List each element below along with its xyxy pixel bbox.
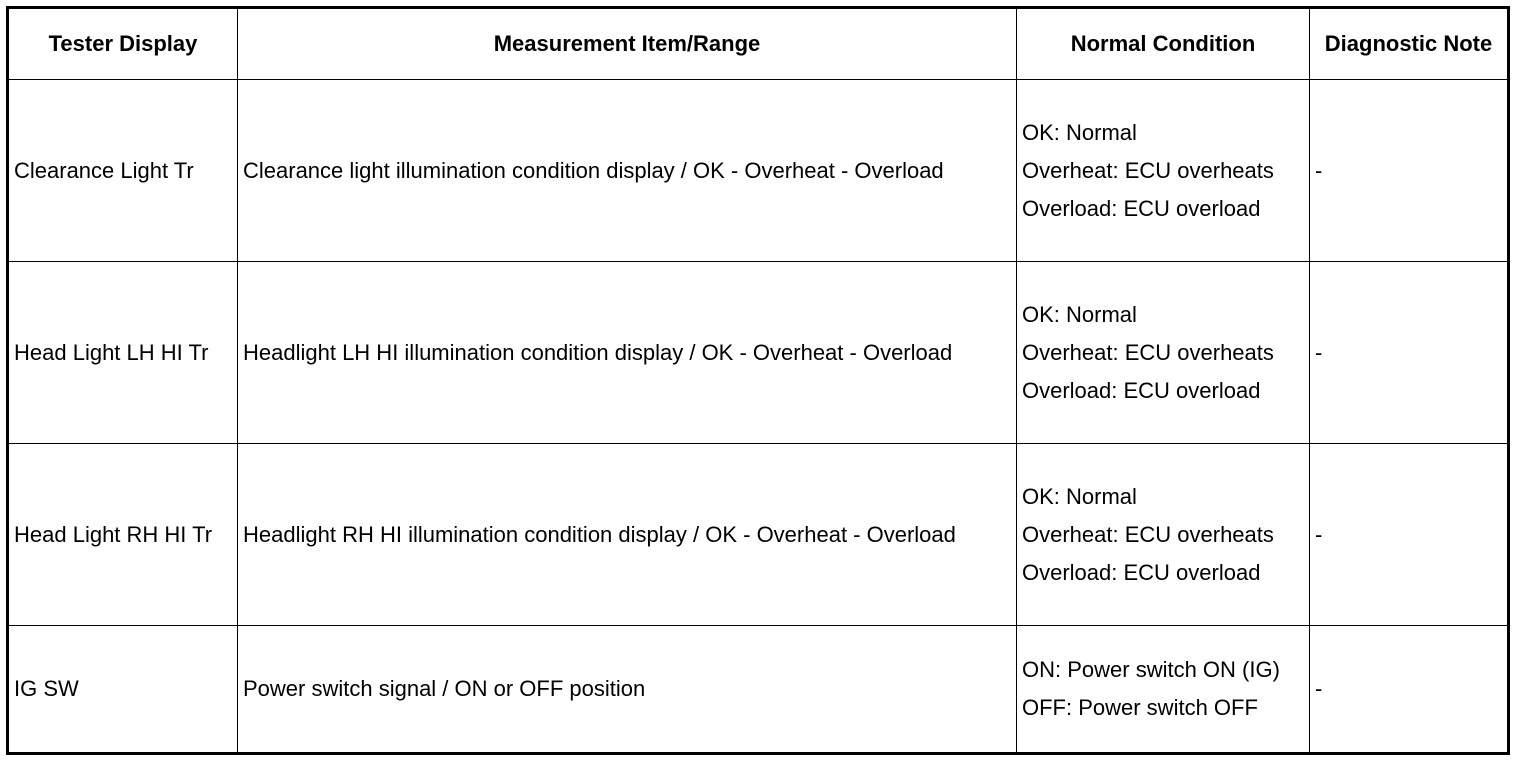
tester-display-cell: IG SW bbox=[8, 626, 238, 754]
normal-condition-cell bbox=[1017, 262, 1310, 444]
measurement-cell: Headlight LH HI illumination condition display / OK - Overheat - Overload bbox=[238, 262, 1017, 444]
condition-item: Overheat: ECU overheats bbox=[1022, 339, 1274, 365]
condition-item: Overheat: ECU overheats bbox=[1022, 521, 1274, 547]
condition-item: OK: Normal bbox=[1022, 301, 1137, 327]
diagnostic-note-cell: - bbox=[1310, 80, 1509, 262]
header-tester-display: Tester Display bbox=[8, 8, 238, 80]
condition-item: Overload: ECU overload bbox=[1022, 195, 1261, 221]
header-normal-condition: Normal Condition bbox=[1017, 8, 1310, 80]
diagnostic-note-cell: - bbox=[1310, 626, 1509, 754]
table-row bbox=[8, 626, 1509, 754]
normal-condition-cell bbox=[1017, 80, 1310, 262]
measurement-cell: Clearance light illumination condition display / OK - Overheat - Overload bbox=[238, 80, 1017, 262]
table-row bbox=[8, 262, 1509, 444]
condition-item: ON: Power switch ON (IG) bbox=[1022, 657, 1280, 682]
tester-display-cell: Head Light RH HI Tr bbox=[8, 444, 238, 626]
condition-item: Overload: ECU overload bbox=[1022, 377, 1261, 403]
tester-display-cell: Head Light LH HI Tr bbox=[8, 262, 238, 444]
diagnostic-note-cell: - bbox=[1310, 444, 1509, 626]
measurement-cell: Headlight RH HI illumination condition display / OK - Overheat - Overload bbox=[238, 444, 1017, 626]
measurement-cell: Power switch signal / ON or OFF position bbox=[238, 626, 1017, 754]
header-measurement-item-range: Measurement Item/Range bbox=[238, 8, 1017, 80]
condition-item: OK: Normal bbox=[1022, 483, 1137, 509]
diagnostic-note-cell: - bbox=[1310, 262, 1509, 444]
condition-item: Overload: ECU overload bbox=[1022, 559, 1261, 585]
condition-item: Overheat: ECU overheats bbox=[1022, 157, 1274, 183]
diagnostic-data-table bbox=[6, 6, 1510, 755]
normal-condition-cell bbox=[1017, 626, 1310, 754]
header-diagnostic-note: Diagnostic Note bbox=[1310, 8, 1509, 80]
table-row bbox=[8, 444, 1509, 626]
header-row bbox=[8, 8, 1509, 80]
condition-item: OK: Normal bbox=[1022, 119, 1137, 145]
condition-item: OFF: Power switch OFF bbox=[1022, 695, 1258, 720]
normal-condition-cell bbox=[1017, 444, 1310, 626]
table-row bbox=[8, 80, 1509, 262]
tester-display-cell: Clearance Light Tr bbox=[8, 80, 238, 262]
